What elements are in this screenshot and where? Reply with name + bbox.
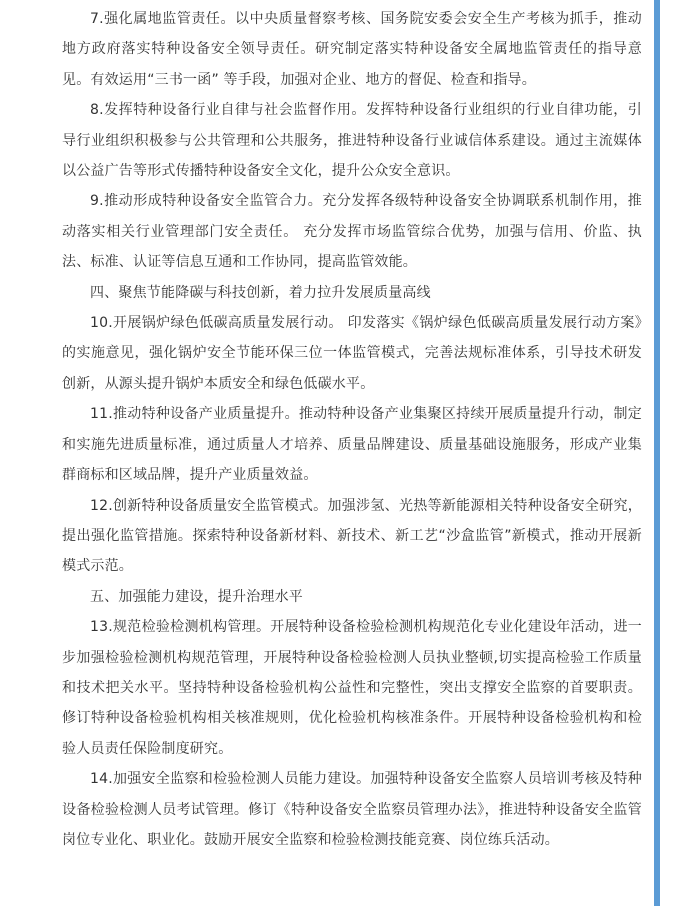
- accent-divider: [654, 0, 660, 906]
- paragraph-item-14: 14.加强安全监察和检验检测人员能力建设。加强特种设备安全监察人员培训考核及特种设备检验检测人员考试管理。修订《特种设备安全监察员管理办法》，推进特种设备安全监管岗位专业化、职业化。鼓励开展安全监察和检验检测技能竞赛、岗位练兵活动。: [62, 771, 642, 848]
- article-body: [62, 4, 642, 855]
- paragraph-item-11: 11.推动特种设备产业质量提升。推动特种设备产业集聚区持续开展质量提升行动，制定和实施先进质量标准，通过质量人才培养、质量品牌建设、质量基础设施服务，形成产业集群商标和区域品牌，提升产业质量效益。: [62, 406, 642, 484]
- section-heading-5: 五、加强能力建设，提升治理水平: [90, 588, 303, 605]
- section-heading-4: 四、聚焦节能降碳与科技创新，着力拉升发展质量高线: [90, 284, 431, 301]
- paragraph-item-12: 12.创新特种设备质量安全监管模式。加强涉氢、光热等新能源相关特种设备安全研究，提出强化监管措施。探索特种设备新材料、新技术、新工艺“沙盒监管”新模式，推动开展新模式示范。: [62, 497, 642, 575]
- paragraph-item-13: 13.规范检验检测机构管理。开展特种设备检验检测机构规范化专业化建设年活动，进一步加强检验检测机构规范管理，开展特种设备检验检测人员执业整顿,切实提高检验工作质量和技术把关水平。坚持特种设备检验机构公益性和完整性，突出支撑安全监察的首要职责。修订特种设备检验机构相关核准规则，优化检验机构核准条件。开展特种设备检验机构和检验人员责任保险制度研究。: [62, 619, 642, 757]
- paragraph-item-8: 8.发挥特种设备行业自律与社会监督作用。发挥特种设备行业组织的行业自律功能，引导行业组织积极参与公共管理和公共服务，推进特种设备行业诚信体系建设。通过主流媒体以公益广告等形式传播特种设备安全文化，提升公众安全意识。: [62, 102, 642, 180]
- paragraph-item-10: 10.开展锅炉绿色低碳高质量发展行动。 印发落实《锅炉绿色低碳高质量发展行动方案》的实施意见，强化锅炉安全节能环保三位一体监管模式，完善法规标准体系，引导技术研发创新，从源头提升锅炉本质安全和绿色低碳水平。: [62, 315, 642, 392]
- paragraph-item-7: 7.强化属地监管责任。以中央质量督察考核、国务院安委会安全生产考核为抓手，推动地方政府落实特种设备安全领导责任。研究制定落实特种设备安全属地监管责任的指导意见。有效运用“三书一函” 等手段，加强对企业、地方的督促、检查和指导。: [62, 11, 642, 88]
- paragraph-item-9: 9.推动形成特种设备安全监管合力。充分发挥各级特种设备安全协调联系机制作用，推动落实相关行业管理部门安全责任。 充分发挥市场监管综合优势，加强与信用、价监、执法、标准、认证等信息互通和工作协同，提高监管效能。: [62, 193, 642, 271]
